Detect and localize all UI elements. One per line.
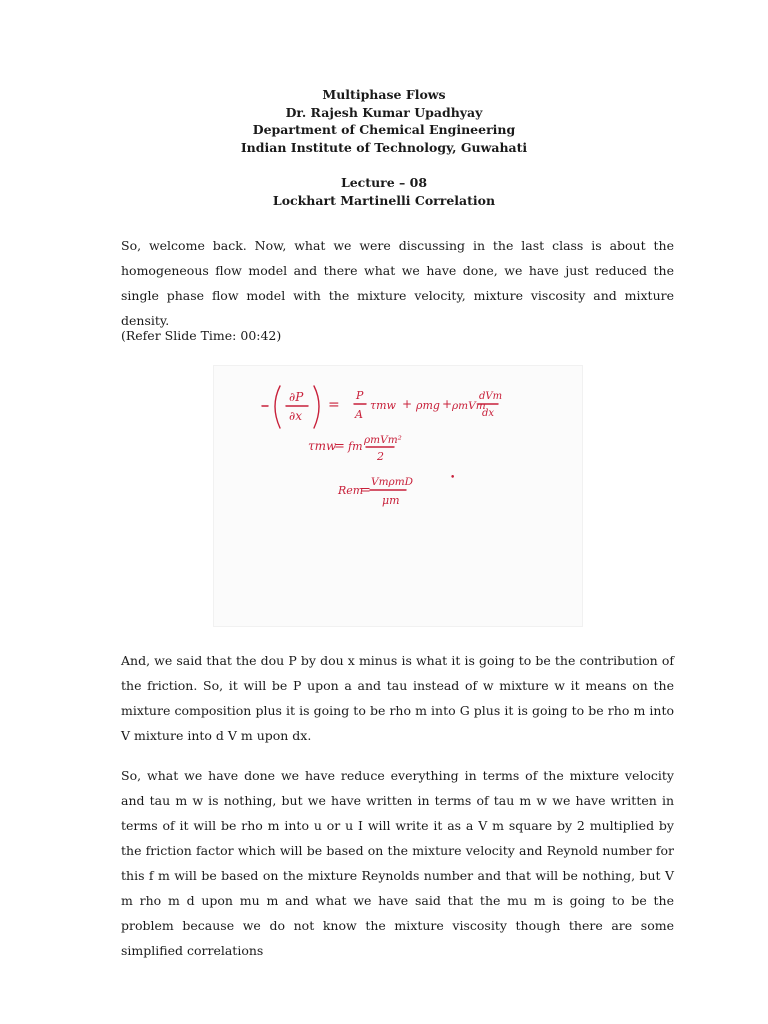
dx-denominator: dx xyxy=(482,408,495,419)
p-numerator: P xyxy=(356,389,364,402)
rho-g-term: ρmg xyxy=(416,399,440,412)
eq2-denominator: 2 xyxy=(377,450,384,463)
ink-dot: • xyxy=(450,473,456,483)
department-name: Department of Chemical Engineering xyxy=(252,122,516,137)
plus-sign-1: + xyxy=(402,397,413,411)
rho-v-term: ρmVm xyxy=(452,400,486,412)
lecture-topic: Lockhart Martinelli Correlation xyxy=(272,192,496,208)
header-spacer xyxy=(0,156,768,174)
course-title: Multiphase Flows xyxy=(322,87,446,102)
tau-mw-term: τmw xyxy=(370,399,396,412)
left-paren xyxy=(275,386,280,428)
lecture-slide-image xyxy=(213,365,583,627)
eq3-equals: = xyxy=(360,483,371,498)
eq3-reynolds: Rem xyxy=(338,484,364,497)
lhs-denominator: ∂x xyxy=(289,409,302,423)
paragraph-friction: And, we said that the dou P by dou x minus is what it is going to be the contribution of the friction. So, it will be P upon a and tau instead of w mixture w it means on the mixture composition plus it is going to be rho m into G plus it is going to be rho m into V mixture into d V m upon dx. xyxy=(121,653,674,743)
eq2-numerator: ρmVm² xyxy=(364,434,402,446)
paragraph-mixture-velocity: So, what we have done we have reduce everything in terms of the mixture velocity and tau m w is nothing, but we have written in terms of tau m w we have written in terms of it will be rho m into u or u I will write it as a V m square by 2 multiplied by the friction factor which will be based on the mixture velocity and Reynold number for this f m will be based on the mixture Reynolds number and that will be nothing, but V m rho m d upon mu m and what we have said that the mu m is going to be the problem because we do not know the mixture viscosity though there are some simplified correlations xyxy=(121,768,674,958)
plus-sign-2: + xyxy=(442,397,453,411)
eq3-numerator: VmρmD xyxy=(371,476,414,488)
paragraph-intro: So, welcome back. Now, what we were discussing in the last class is about the homogeneous flow model and there what we have done, we have just reduced the single phase flow model with the mixture velocity, mixture viscosity and mixture density. xyxy=(121,238,674,328)
institute-name: Indian Institute of Technology, Guwahati xyxy=(240,139,528,155)
eq2-tau-mw: τmw xyxy=(308,439,337,453)
eq2-friction-factor: fm xyxy=(348,440,363,453)
handwritten-equations xyxy=(214,366,582,626)
eq3-denominator: μm xyxy=(382,494,400,507)
a-denominator: A xyxy=(355,408,363,421)
eq2-equals: = xyxy=(334,439,345,454)
document-header xyxy=(0,86,768,209)
right-paren xyxy=(314,386,319,428)
dv-numerator: dVm xyxy=(479,391,503,402)
eq1-equals: = xyxy=(328,397,340,413)
refer-slide-time: (Refer Slide Time: 00:42) xyxy=(121,328,282,343)
lecture-number: Lecture – 08 xyxy=(340,175,428,190)
lhs-numerator: ∂P xyxy=(289,390,304,404)
instructor-name: Dr. Rajesh Kumar Upadhyay xyxy=(285,104,483,120)
